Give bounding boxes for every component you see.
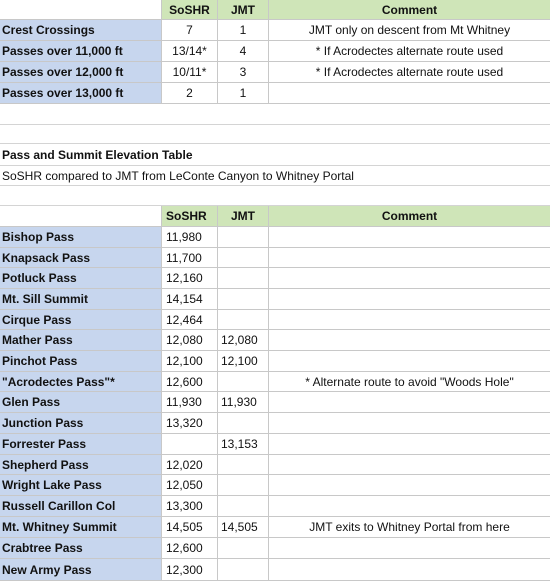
comment-cell[interactable]: JMT exits to Whitney Portal from here — [269, 517, 550, 538]
table-row — [0, 289, 550, 310]
blank-row — [0, 125, 550, 144]
top-header-comment[interactable]: Comment — [269, 0, 550, 20]
top-header-jmt[interactable]: JMT — [218, 0, 269, 20]
main-table-header-row — [0, 206, 550, 227]
section-subtitle-row — [0, 166, 550, 186]
row-label[interactable]: Bishop Pass — [0, 227, 162, 248]
table-row — [0, 62, 550, 83]
row-label[interactable]: Russell Carillon Col — [0, 496, 162, 517]
table-row — [0, 559, 550, 581]
row-label[interactable]: Junction Pass — [0, 413, 162, 434]
soshr-cell[interactable]: 12,100 — [162, 351, 218, 372]
table-row — [0, 434, 550, 455]
jmt-cell[interactable] — [218, 559, 269, 581]
soshr-cell[interactable]: 7 — [162, 20, 218, 41]
comment-cell[interactable]: * If Acrodectes alternate route used — [269, 41, 550, 62]
soshr-cell[interactable]: 13,300 — [162, 496, 218, 517]
comment-cell[interactable] — [269, 559, 550, 581]
comment-cell[interactable] — [269, 475, 550, 496]
jmt-cell[interactable] — [218, 372, 269, 392]
soshr-cell[interactable]: 2 — [162, 83, 218, 104]
row-label[interactable]: Mather Pass — [0, 330, 162, 351]
table-row — [0, 455, 550, 475]
table-row — [0, 83, 550, 104]
blank-row — [0, 186, 550, 206]
row-label[interactable]: Forrester Pass — [0, 434, 162, 455]
soshr-cell[interactable]: 11,930 — [162, 392, 218, 413]
jmt-cell[interactable] — [218, 496, 269, 517]
jmt-cell[interactable]: 14,505 — [218, 517, 269, 538]
soshr-cell[interactable]: 12,020 — [162, 455, 218, 475]
soshr-cell[interactable]: 14,154 — [162, 289, 218, 310]
comment-cell[interactable] — [269, 538, 550, 559]
jmt-cell[interactable]: 12,080 — [218, 330, 269, 351]
comment-cell[interactable] — [269, 392, 550, 413]
table-row — [0, 268, 550, 289]
section-title-row — [0, 144, 550, 166]
soshr-cell[interactable]: 12,080 — [162, 330, 218, 351]
row-label[interactable]: Crest Crossings — [0, 20, 162, 41]
row-label[interactable]: Shepherd Pass — [0, 455, 162, 475]
comment-cell[interactable] — [269, 248, 550, 268]
jmt-cell[interactable]: 4 — [218, 41, 269, 62]
soshr-cell[interactable]: 12,600 — [162, 372, 218, 392]
comment-cell[interactable] — [269, 455, 550, 475]
comment-cell[interactable] — [269, 434, 550, 455]
table-row — [0, 517, 550, 538]
comment-cell[interactable] — [269, 289, 550, 310]
table-row — [0, 413, 550, 434]
comment-cell[interactable]: * Alternate route to avoid "Woods Hole" — [269, 372, 550, 392]
row-label[interactable]: Crabtree Pass — [0, 538, 162, 559]
main-header-label-cell[interactable] — [0, 206, 162, 227]
soshr-cell[interactable] — [162, 434, 218, 455]
blank-cell[interactable] — [0, 125, 550, 144]
table-row — [0, 475, 550, 496]
soshr-cell[interactable]: 14,505 — [162, 517, 218, 538]
soshr-cell[interactable]: 12,160 — [162, 268, 218, 289]
table-row — [0, 41, 550, 62]
row-label[interactable]: "Acrodectes Pass"* — [0, 372, 162, 392]
jmt-cell[interactable]: 1 — [218, 20, 269, 41]
top-header-label-cell[interactable] — [0, 0, 162, 20]
table-row — [0, 227, 550, 248]
jmt-cell[interactable] — [218, 268, 269, 289]
comment-cell[interactable] — [269, 268, 550, 289]
top-header-soshr[interactable]: SoSHR — [162, 0, 218, 20]
blank-row — [0, 104, 550, 125]
top-table-header-row — [0, 0, 550, 20]
jmt-cell[interactable] — [218, 413, 269, 434]
comment-cell[interactable] — [269, 496, 550, 517]
jmt-cell[interactable]: 13,153 — [218, 434, 269, 455]
soshr-cell[interactable]: 10/11* — [162, 62, 218, 83]
soshr-cell[interactable]: 13,320 — [162, 413, 218, 434]
soshr-cell[interactable]: 12,464 — [162, 310, 218, 330]
comment-cell[interactable] — [269, 413, 550, 434]
comment-cell[interactable] — [269, 330, 550, 351]
table-row — [0, 538, 550, 559]
main-header-comment[interactable]: Comment — [269, 206, 550, 227]
comment-cell[interactable]: JMT only on descent from Mt Whitney — [269, 20, 550, 41]
jmt-cell[interactable] — [218, 227, 269, 248]
soshr-cell[interactable]: 12,050 — [162, 475, 218, 496]
jmt-cell[interactable] — [218, 538, 269, 559]
row-label[interactable]: New Army Pass — [0, 559, 162, 581]
main-header-jmt[interactable]: JMT — [218, 206, 269, 227]
soshr-cell[interactable]: 11,700 — [162, 248, 218, 268]
jmt-cell[interactable]: 11,930 — [218, 392, 269, 413]
row-label[interactable]: Potluck Pass — [0, 268, 162, 289]
main-header-soshr[interactable]: SoSHR — [162, 206, 218, 227]
row-label[interactable]: Glen Pass — [0, 392, 162, 413]
blank-cell[interactable] — [0, 104, 550, 125]
row-label[interactable]: Passes over 12,000 ft — [0, 62, 162, 83]
table-row — [0, 248, 550, 268]
jmt-cell[interactable]: 12,100 — [218, 351, 269, 372]
table-row — [0, 20, 550, 41]
jmt-cell[interactable] — [218, 310, 269, 330]
soshr-cell[interactable]: 12,300 — [162, 559, 218, 581]
comment-cell[interactable] — [269, 351, 550, 372]
table-row — [0, 351, 550, 372]
jmt-cell[interactable] — [218, 289, 269, 310]
soshr-cell[interactable]: 11,980 — [162, 227, 218, 248]
table-row — [0, 372, 550, 392]
table-row — [0, 496, 550, 517]
jmt-cell[interactable]: 1 — [218, 83, 269, 104]
row-label[interactable]: Cirque Pass — [0, 310, 162, 330]
comment-cell[interactable] — [269, 83, 550, 104]
row-label[interactable]: Wright Lake Pass — [0, 475, 162, 496]
table-row — [0, 330, 550, 351]
section-subtitle[interactable]: SoSHR compared to JMT from LeConte Canyon to Whitney Portal — [0, 166, 550, 186]
comment-cell[interactable] — [269, 310, 550, 330]
row-label[interactable]: Mt. Whitney Summit — [0, 517, 162, 538]
row-label[interactable]: Passes over 13,000 ft — [0, 83, 162, 104]
row-label[interactable]: Pinchot Pass — [0, 351, 162, 372]
soshr-cell[interactable]: 13/14* — [162, 41, 218, 62]
jmt-cell[interactable]: 3 — [218, 62, 269, 83]
blank-cell[interactable] — [0, 186, 550, 206]
jmt-cell[interactable] — [218, 248, 269, 268]
row-label[interactable]: Mt. Sill Summit — [0, 289, 162, 310]
row-label[interactable]: Passes over 11,000 ft — [0, 41, 162, 62]
row-label[interactable]: Knapsack Pass — [0, 248, 162, 268]
jmt-cell[interactable] — [218, 475, 269, 496]
jmt-cell[interactable] — [218, 455, 269, 475]
section-title[interactable]: Pass and Summit Elevation Table — [0, 144, 550, 166]
soshr-cell[interactable]: 12,600 — [162, 538, 218, 559]
table-row — [0, 392, 550, 413]
comment-cell[interactable]: * If Acrodectes alternate route used — [269, 62, 550, 83]
table-row — [0, 310, 550, 330]
comment-cell[interactable] — [269, 227, 550, 248]
